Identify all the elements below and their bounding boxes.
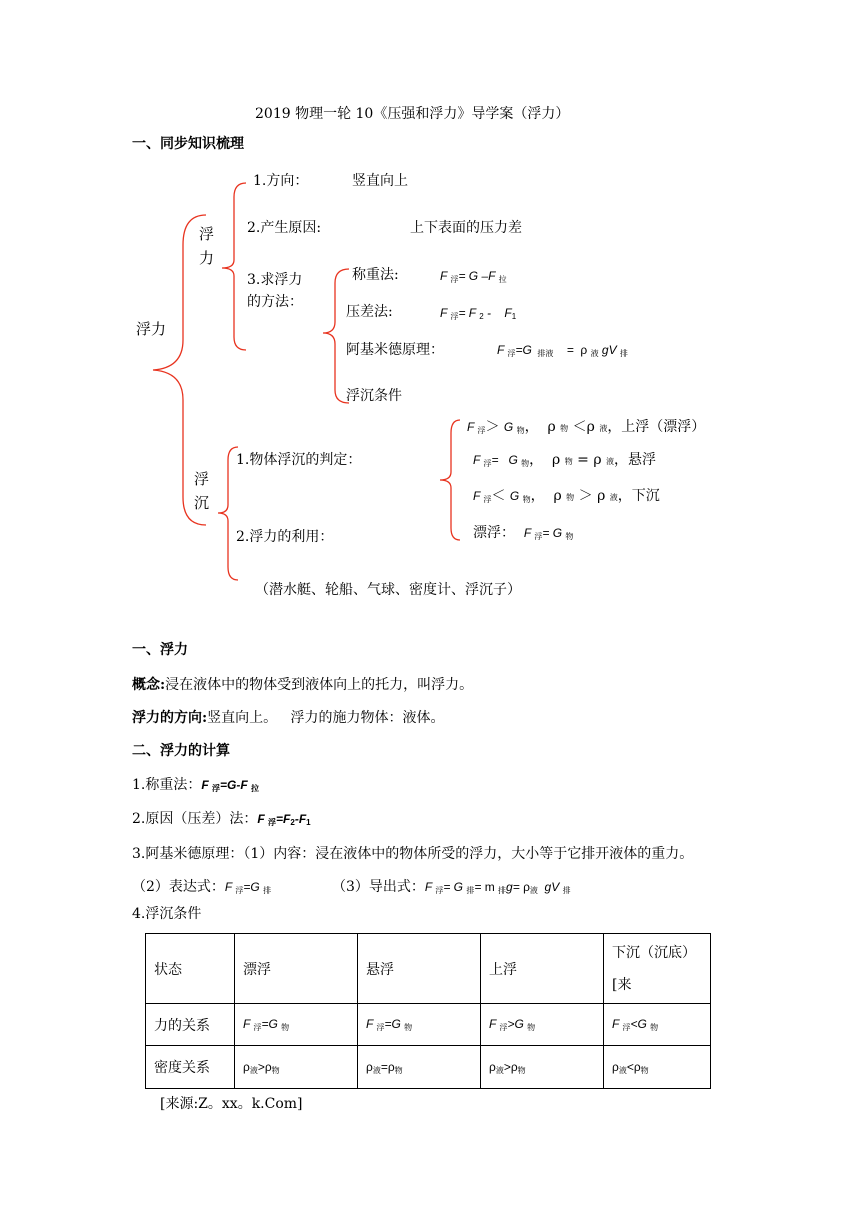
method-archimedes-label: 阿基米德原理： (346, 342, 444, 358)
table-row (146, 1004, 711, 1046)
condition-float: 漂浮： F $_浮$= G $_物$ (473, 525, 574, 541)
branch-fuchen-char1: 浮 (194, 470, 210, 488)
mindmap-root: 浮力 (136, 320, 167, 338)
condition-suspend: F $_浮$= G $_物$， ρ 物 = ρ 液，悬浮 (473, 452, 657, 468)
calc-item-1: 1.称重法：F $_浮$=G-F $_拉$ (132, 777, 260, 793)
cause-label: 2.产生原因: (247, 220, 322, 236)
fuchen-bracket (218, 447, 238, 580)
table-cell: F $_浮$=G $_物$ (358, 1004, 481, 1046)
method-sink-float-label: 浮沉条件 (346, 388, 402, 404)
table-cell: F $_浮$=G $_物$ (235, 1004, 358, 1046)
method-pressure-label: 压差法: (346, 304, 393, 320)
table-cell: F $_浮$<G $_物$ (604, 1004, 711, 1046)
section-heading-calc: 二、浮力的计算 (132, 743, 230, 759)
table-cell: 悬浮 (358, 934, 481, 1004)
calc-item-2: 2.原因（压差）法：F $_浮=F_2-F_1$ (132, 811, 311, 827)
table-cell: $\rho_液>\rho_物$ (235, 1046, 358, 1089)
branch-fuli-char2: 力 (199, 249, 215, 267)
table-row (146, 1046, 711, 1089)
section-heading-buoyancy: 一、浮力 (132, 642, 188, 658)
cause-value: 上下表面的压力差 (410, 220, 522, 236)
condition-rise: F $_浮$＞ G $_物$， ρ 物 ＜ρ 液，上浮（漂浮） (467, 419, 706, 435)
table-cell: 状态 (146, 934, 235, 1004)
judge-bracket (440, 420, 460, 540)
direction-label: 1.方向： (253, 173, 309, 189)
branch-fuchen-char2: 沉 (194, 494, 210, 512)
section-heading-sync: 一、同步知识梳理 (132, 136, 244, 152)
table-header-row (146, 934, 711, 1004)
table-cell: $\rho_液<\rho_物$ (604, 1046, 711, 1089)
concept-line: 概念:浸在液体中的物体受到液体向上的托力，叫浮力。 (132, 677, 474, 693)
judge-label: 1.物体浮沉的判定： (236, 452, 362, 468)
table-cell: $\rho_液>\rho_物$ (481, 1046, 604, 1089)
table-cell: F $_浮$>G $_物$ (481, 1004, 604, 1046)
method-weighing-label: 称重法: (352, 267, 399, 283)
table-cell: 密度关系 (146, 1046, 235, 1089)
condition-sink: F $_浮$＜ G $_物$， ρ 物 ＞ ρ 液，下沉 (473, 488, 660, 504)
method-archimedes-formula: F $_浮$=G $_{排液}$ = ρ $_液$ gV $_排$ (497, 343, 628, 358)
direction-line: 浮力的方向:竖直向上。 浮力的施力物体：液体。 (132, 710, 445, 726)
source-note: [来源:Z。xx。k.Com] (160, 1096, 303, 1112)
use-label: 2.浮力的利用： (236, 529, 334, 545)
calc-item-3-formulas: （2）表达式：F $_浮$=G $_排$ （3）导出式：F $_浮$= G $_排$= m $_排g= \rho_液$ gV $_排$ (132, 879, 571, 895)
sink-float-table (145, 933, 711, 1089)
table-cell: 下沉（沉底） [来 (604, 934, 711, 1004)
method-label-2: 的方法： (247, 294, 303, 310)
method-bracket (323, 269, 349, 403)
branch-fuli-char1: 浮 (199, 225, 215, 243)
fuli-bracket (222, 183, 246, 350)
method-pressure-formula: F $_浮$= F $_2$ - $F_1$ (440, 306, 517, 321)
method-label-1: 3.求浮力 (247, 272, 303, 288)
table-cell: $\rho_液=\rho_物$ (358, 1046, 481, 1089)
table-cell: 上浮 (481, 934, 604, 1004)
direction-value: 竖直向上 (352, 173, 408, 189)
table-cell: 漂浮 (235, 934, 358, 1004)
method-weighing-formula: F $_浮$= G –F $_拉$ (440, 269, 507, 284)
table-cell: 力的关系 (146, 1004, 235, 1046)
use-examples: （潜水艇、轮船、气球、密度计、浮沉子） (255, 582, 521, 598)
page-title: 2019 物理一轮 10《压强和浮力》导学案（浮力） (255, 106, 570, 122)
calc-item-3: 3.阿基米德原理：（1）内容：浸在液体中的物体所受的浮力，大小等于它排开液体的重力。 (132, 846, 694, 862)
calc-item-4: 4.浮沉条件 (132, 906, 202, 922)
